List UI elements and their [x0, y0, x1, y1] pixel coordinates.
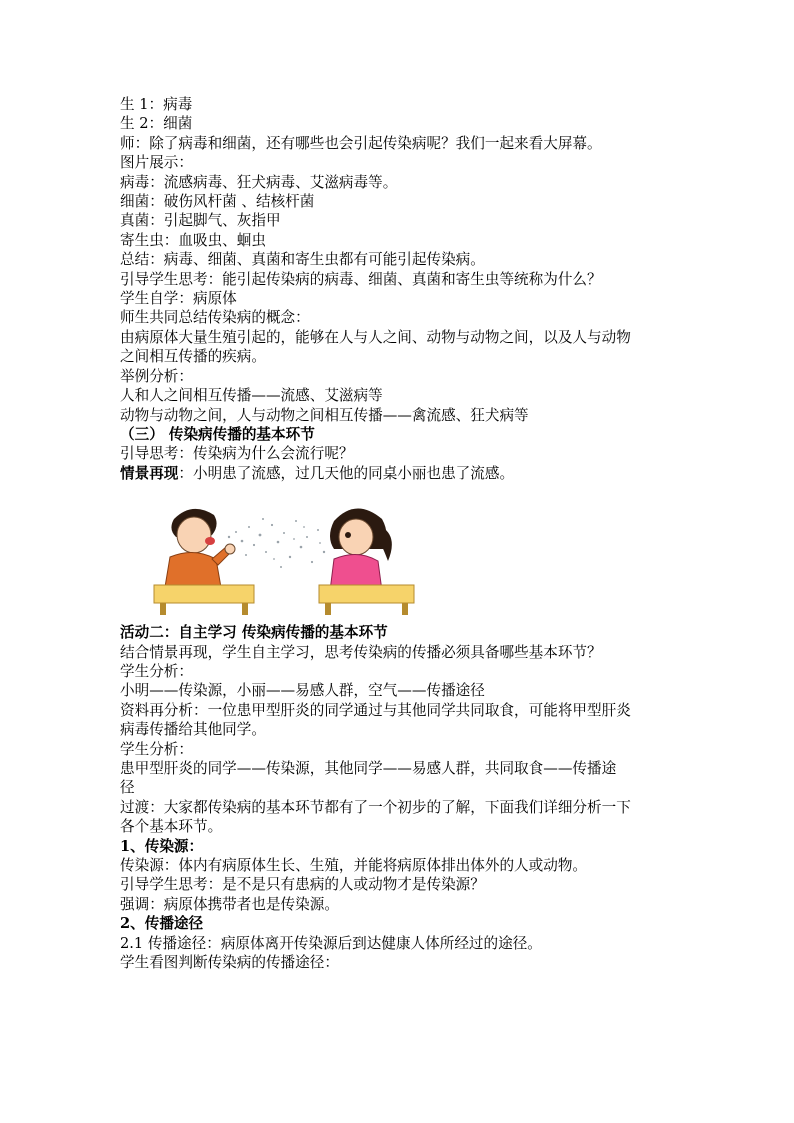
route-paragraphs: [120, 934, 690, 973]
sneezing-scene-image: [134, 497, 434, 617]
text-line: 各个基本环节。: [120, 818, 223, 836]
text-line: 病毒：流感病毒、狂犬病毒、艾滋病毒等。: [120, 173, 398, 191]
text-line: 病毒传播给其他同学。: [120, 721, 266, 739]
section-heading-3: （三） 传染病传播的基本环节: [120, 425, 315, 443]
text-line: 真菌：引起脚气、灰指甲: [120, 212, 281, 230]
intro-paragraphs: [120, 95, 690, 425]
text-line: 图片展示：: [120, 154, 193, 172]
text-line: 由病原体大量生殖引起的，能够在人与人之间、动物与动物之间，以及人与动物: [120, 328, 631, 346]
text-line: 师：除了病毒和细菌，还有哪些也会引起传染病呢？我们一起来看大屏幕。: [120, 134, 602, 152]
text-line: 学生看图判断传染病的传播途径：: [120, 954, 339, 972]
scene-reenactment: [120, 464, 690, 483]
source-paragraphs: [120, 856, 690, 914]
text-line: 传染源：体内有病原体生长、生殖，并能将病原体排出体外的人或动物。: [120, 857, 588, 874]
boy-figure: [164, 509, 235, 593]
text-line: 总结：病毒、细菌、真菌和寄生虫都有可能引起传染病。: [120, 251, 485, 269]
text-line: 结合情景再现，学生自主学习，思考传染病的传播必须具备哪些基本环节？: [120, 643, 602, 661]
scene-label: 情景再现: [120, 464, 179, 482]
text-line: 生 1：病毒: [120, 96, 193, 113]
girl-figure: [330, 509, 392, 592]
text-line: 过渡：大家都传染病的基本环节都有了一个初步的了解，下面我们详细分析一下: [120, 798, 631, 816]
section-heading-2: 2、传播途径: [120, 915, 204, 933]
scene-text: ：小明患了流感，过几天他的同桌小丽也患了流感。: [178, 464, 515, 482]
text-line: 师生共同总结传染病的概念：: [120, 309, 310, 327]
text-line: 学生自学：病原体: [120, 290, 237, 308]
boy-desk: [154, 585, 254, 603]
text-line: 生 2：细菌: [120, 115, 193, 133]
text-line: 细菌：破伤风杆菌 、结核杆菌: [120, 193, 315, 211]
girl-desk: [319, 585, 414, 603]
sneezing-illustration: [134, 497, 434, 617]
text-line: 引导学生思考：能引起传染病的病毒、细菌、真菌和寄生虫等统称为什么？: [120, 270, 602, 288]
guide-question: 引导思考：传染病为什么会流行呢？: [120, 445, 354, 463]
text-line: 患甲型肝炎的同学——传染源，其他同学——易感人群，共同取食——传播途: [120, 759, 617, 777]
section-heading-1: 1、传染源：: [120, 837, 204, 855]
text-line: 学生分析：: [120, 662, 193, 680]
text-line: 引导学生思考：是不是只有患病的人或动物才是传染源？: [120, 876, 485, 894]
text-line: 寄生虫：血吸虫、蛔虫: [120, 231, 266, 249]
text-line: 之间相互传播的疾病。: [120, 348, 266, 366]
text-line: 小明——传染源，小丽——易感人群，空气——传播途径: [120, 682, 485, 700]
text-line: 径: [120, 779, 135, 797]
text-line: 学生分析：: [120, 740, 193, 758]
activity-heading: 活动二：自主学习 传染病传播的基本环节: [120, 624, 388, 642]
text-line: 2.1 传播途径：病原体离开传染源后到达健康人体所经过的途径。: [120, 934, 542, 952]
sneeze-spray: [228, 518, 325, 568]
text-line: 举例分析：: [120, 367, 193, 385]
document-page: [120, 95, 690, 972]
text-line: 资料再分析：一位患甲型肝炎的同学通过与其他同学共同取食，可能将甲型肝炎: [120, 701, 631, 719]
text-line: 强调：病原体携带者也是传染源。: [120, 895, 339, 913]
activity-paragraphs: [120, 643, 690, 837]
text-line: 动物与动物之间，人与动物之间相互传播——禽流感、狂犬病等: [120, 406, 529, 424]
text-line: 人和人之间相互传播——流感、艾滋病等: [120, 387, 383, 405]
